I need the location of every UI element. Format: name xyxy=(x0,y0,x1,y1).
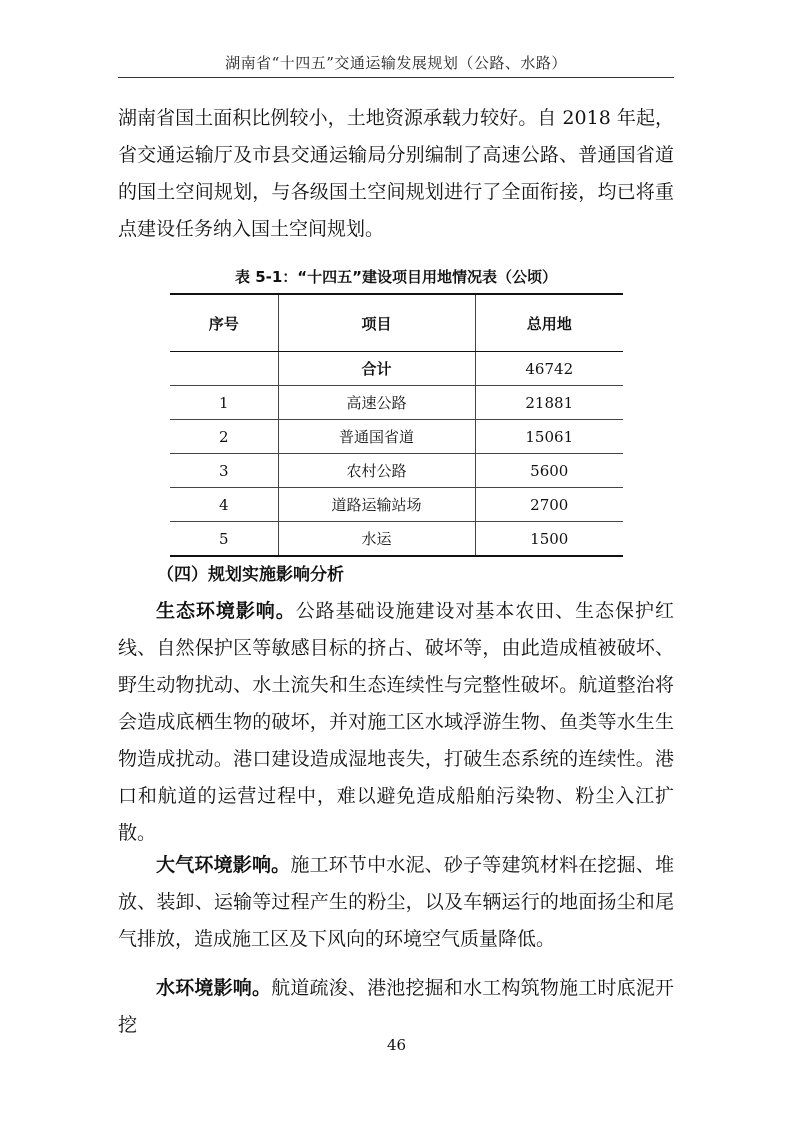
ecology-lead: 生态环境影响。 xyxy=(156,600,296,622)
cell-project: 农村公路 xyxy=(278,454,475,488)
column-header-total-land: 总用地 xyxy=(475,294,623,352)
cell-project: 水运 xyxy=(278,522,475,557)
intro-paragraph: 湖南省国土面积比例较小，土地资源承载力较好。自 2018 年起，省交通运输厅及市县交通运输局分别编制了高速公路、普通国省道的国土空间规划，与各级国土空间规划进行了全面衔接，均已将重点建设任务纳入国土空间规划。 xyxy=(118,107,674,240)
cell-project: 普通国省道 xyxy=(278,420,475,454)
cell-total-land: 21881 xyxy=(475,386,623,420)
cell-index: 2 xyxy=(170,420,278,454)
table-caption: 表 5-1：“十四五”建设项目用地情况表（公顷） xyxy=(234,268,558,286)
water-paragraph xyxy=(118,970,674,1044)
cell-project: 道路运输站场 xyxy=(278,488,475,522)
column-header-project: 项目 xyxy=(278,294,475,352)
cell-total-land: 15061 xyxy=(475,420,623,454)
cell-total-land: 46742 xyxy=(475,352,623,386)
table-row xyxy=(170,488,623,522)
ecology-paragraph xyxy=(118,593,674,852)
cell-index xyxy=(170,352,278,386)
header-divider xyxy=(118,77,674,78)
table-row xyxy=(170,420,623,454)
water-lead: 水环境影响。 xyxy=(156,977,272,999)
cell-index: 3 xyxy=(170,454,278,488)
ecology-body: 公路基础设施建设对基本农田、生态保护红线、自然保护区等敏感目标的挤占、破坏等，由此造成植被破坏、野生动物扰动、水土流失和生态连续性与完整性破坏。航道整治将会造成底栖生物的破坏，并对施工区水域浮游生物、鱼类等水生生物造成扰动。港口建设造成湿地丧失，打破生态系统的连续性。港口和航道的运营过程中，难以避免造成船舶污染物、粉尘入江扩散。 xyxy=(118,600,674,844)
cell-total-land: 2700 xyxy=(475,488,623,522)
table-row-total xyxy=(170,352,623,386)
table-row xyxy=(170,522,623,557)
running-header: 湖南省“十四五”交通运输发展规划（公路、水路） xyxy=(225,54,567,72)
air-body: 施工环节中水泥、砂子等建筑材料在挖掘、堆放、装卸、运输等过程产生的粉尘，以及车辆运行的地面扬尘和尾气排放，造成施工区及下风向的环境空气质量降低。 xyxy=(118,854,674,950)
cell-total-land: 5600 xyxy=(475,454,623,488)
column-header-index: 序号 xyxy=(170,294,278,352)
water-body: 航道疏浚、港池挖掘和水工构筑物施工时底泥开挖 xyxy=(118,977,674,1036)
land-use-table xyxy=(170,293,623,557)
air-paragraph xyxy=(118,847,674,958)
air-lead: 大气环境影响。 xyxy=(156,854,291,876)
table-row xyxy=(170,386,623,420)
cell-project: 高速公路 xyxy=(278,386,475,420)
section-heading: （四）规划实施影响分析 xyxy=(157,565,344,585)
cell-index: 5 xyxy=(170,522,278,557)
cell-project: 合计 xyxy=(278,352,475,386)
page-number: 46 xyxy=(386,1036,407,1054)
cell-index: 1 xyxy=(170,386,278,420)
table-header-row xyxy=(170,294,623,352)
cell-total-land: 1500 xyxy=(475,522,623,557)
table-row xyxy=(170,454,623,488)
cell-index: 4 xyxy=(170,488,278,522)
